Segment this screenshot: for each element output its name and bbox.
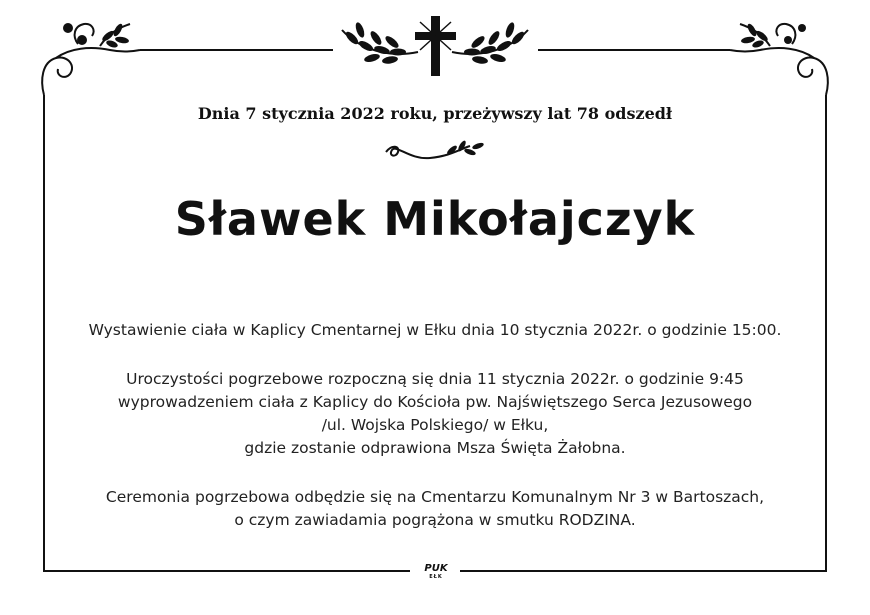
burial-paragraph bbox=[40, 486, 830, 532]
viewing-paragraph bbox=[40, 319, 830, 342]
text-line: gdzie zostanie odprawiona Msza Święta Żałobna. bbox=[244, 439, 626, 457]
olive-branch-left-icon bbox=[100, 22, 130, 48]
flourish-divider-icon bbox=[386, 140, 484, 159]
text-line: o czym zawiadamia pogrążona w smutku RODZINA. bbox=[234, 511, 636, 529]
corner-flourish-right-icon bbox=[730, 22, 828, 95]
olive-branch-center-left-icon bbox=[342, 21, 418, 65]
deceased-name: Sławek Mikołajczyk bbox=[174, 192, 696, 246]
text-line: /ul. Wojska Polskiego/ w Ełku, bbox=[321, 416, 549, 434]
funeral-home-logo bbox=[418, 563, 454, 583]
death-announcement-headline: Dnia 7 stycznia 2022 roku, przeżywszy lat 78 odszedł bbox=[197, 104, 673, 123]
text-line: Wystawienie ciała w Kaplicy Cmentarnej w Ełku dnia 10 stycznia 2022r. o godzinie 15:00. bbox=[88, 321, 782, 339]
logo-main-text: PUK bbox=[424, 563, 448, 574]
funeral-mass-paragraph bbox=[40, 368, 830, 460]
cross-icon bbox=[415, 16, 456, 76]
olive-branch-center-right-icon bbox=[452, 21, 528, 65]
text-line: Ceremonia pogrzebowa odbędzie się na Cmentarzu Komunalnym Nr 3 w Bartoszach, bbox=[105, 488, 765, 506]
text-line: Uroczystości pogrzebowe rozpoczną się dnia 11 stycznia 2022r. o godzinie 9:45 bbox=[126, 370, 744, 388]
logo-sub-text: EŁK bbox=[429, 574, 443, 580]
corner-flourish-left-icon bbox=[42, 24, 140, 95]
text-line: wyprowadzeniem ciała z Kaplicy do Kościoła pw. Najświętszego Serca Jezusowego bbox=[117, 393, 753, 411]
